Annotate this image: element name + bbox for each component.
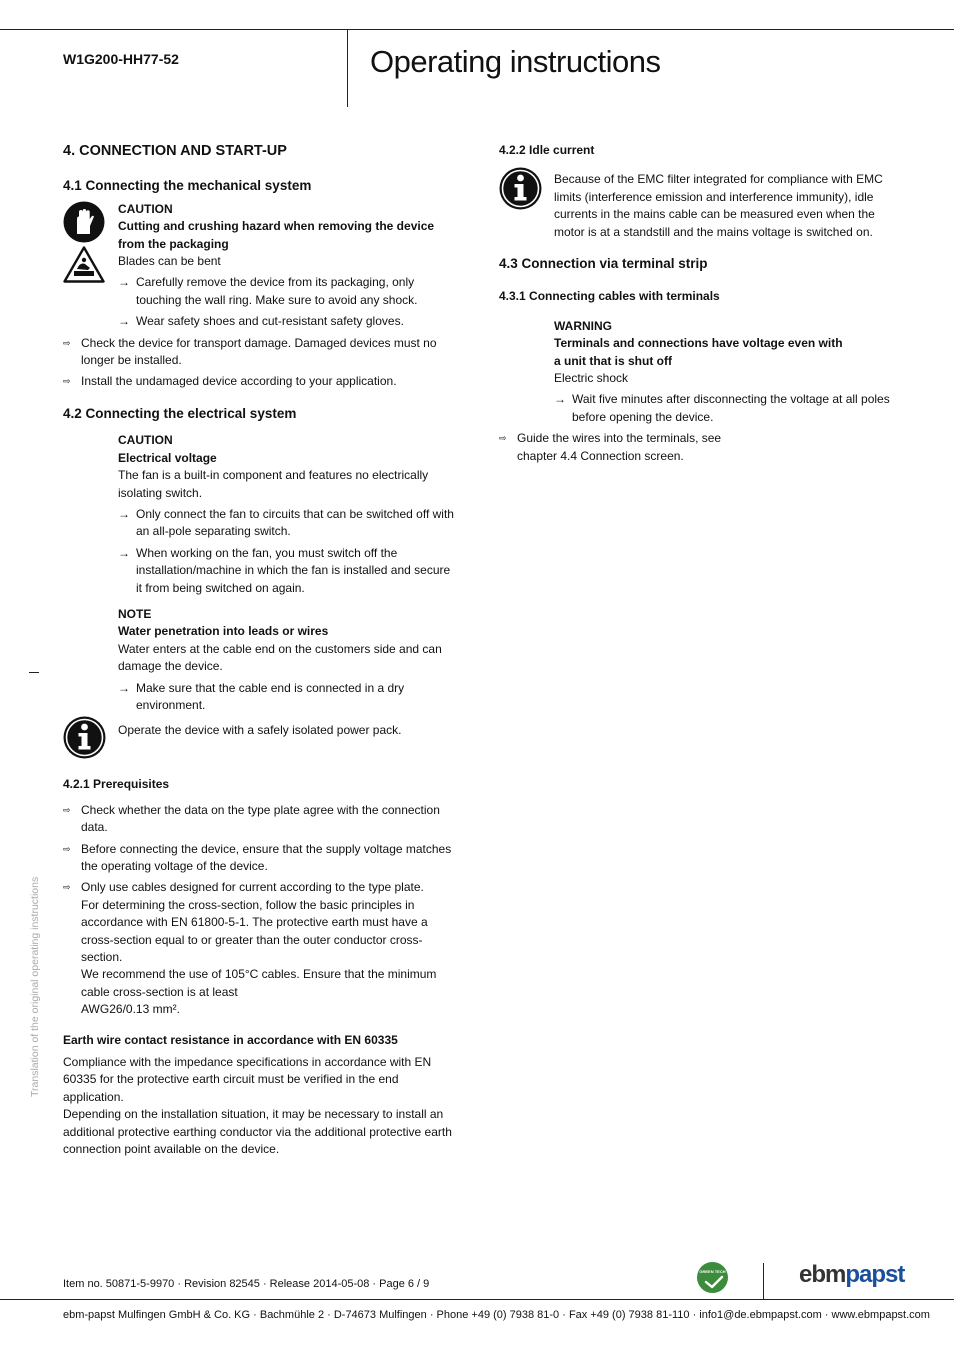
list-item — [63, 373, 458, 390]
list-item-text: Install the undamaged device according to your application. — [81, 374, 397, 389]
idle-current-block — [499, 171, 891, 241]
page-title: Operating instructions — [370, 44, 661, 79]
list-item-text: Guide the wires into the terminals, see — [517, 431, 722, 446]
footer-company-info: ebm-papst Mulfingen GmbH & Co. KG · Bachmühle 2 · D-74673 Mulfingen · Phone +49 (0) 7938 81-0 · Fax +49 (0) 7938 81-110 · info1@de.ebmpapst.com · www.ebmpapst.com — [63, 1309, 930, 1321]
caution-text-electrical: The fan is a built-in component and features no electrically isolating switch. — [118, 468, 429, 500]
right-column — [499, 142, 891, 465]
caution-text-mechanical: Blades can be bent — [118, 254, 221, 269]
instruction-text: When working on the fan, you must switch off the installation/machine in which the fan is installed and secure it from being switched on again. — [136, 545, 451, 595]
instruction-item — [554, 391, 891, 426]
list-item-text: chapter 4.4 Connection screen. — [517, 448, 684, 463]
list-item-text: We recommend the use of 105°C cables. Ensure that the minimum cable cross-section is at least — [81, 967, 437, 999]
header-top-rule — [0, 29, 954, 30]
ebmpapst-logo — [799, 1261, 904, 1289]
arrow-icon: → — [118, 314, 130, 329]
instruction-text: Wear safety shoes and cut-resistant safety gloves. — [136, 314, 404, 329]
list-item — [63, 335, 458, 370]
arrow-icon: → — [554, 392, 566, 407]
caution-block-mechanical — [63, 201, 458, 331]
instruction-item — [118, 274, 458, 309]
earth-wire-text: Compliance with the impedance specifications in accordance with EN 60335 for the protective earth circuit must be verified in the end application. — [63, 1055, 432, 1104]
section-title: 4. CONNECTION AND START-UP — [63, 143, 287, 159]
arrow-icon: → — [118, 545, 130, 560]
note-label: NOTE — [118, 606, 152, 621]
info-block — [63, 722, 458, 766]
logo-part-papst: papst — [845, 1261, 905, 1288]
footer-rule — [0, 1299, 954, 1300]
heading-4-2-2: 4.2.2 Idle current — [499, 143, 595, 157]
list-item-text: Only use cables designed for current according to the type plate. — [81, 880, 424, 895]
arrow-icon: → — [118, 506, 130, 521]
list-item-text: Check whether the data on the type plate agree with the connection data. — [81, 802, 440, 835]
heading-4-2-1: 4.2.1 Prerequisites — [63, 777, 170, 792]
instruction-item — [118, 680, 458, 715]
fold-mark — [29, 672, 39, 673]
warning-label: WARNING — [554, 318, 612, 333]
caution-label-mechanical: CAUTION — [118, 201, 173, 216]
bullet-arrow-icon: ⇨ — [63, 376, 71, 387]
green-tech-badge — [697, 1262, 728, 1293]
caution-heading-electrical: Electrical voltage — [118, 450, 217, 465]
header-divider — [347, 29, 348, 107]
caution-label-electrical: CAUTION — [118, 433, 173, 448]
green-tech-label: GREEN TECH — [699, 1269, 726, 1274]
bullet-arrow-icon: ⇨ — [63, 804, 71, 815]
instruction-text: Carefully remove the device from its packaging, only touching the wall ring. Make sure to avoid any shock. — [136, 275, 418, 307]
footer-logo-divider — [763, 1263, 764, 1300]
bullet-arrow-icon: ⇨ — [63, 882, 71, 893]
list-item — [63, 879, 458, 1018]
warning-block — [499, 318, 891, 426]
earth-wire-heading: Earth wire contact resistance in accordance with EN 60335 — [63, 1032, 398, 1047]
model-number: W1G200-HH77-52 — [63, 51, 179, 67]
caution-heading-mechanical: Cutting and crushing hazard when removing the device from the packaging — [118, 219, 435, 251]
list-item-text: Check the device for transport damage. Damaged devices must no longer be installed. — [81, 335, 437, 368]
warning-heading: Terminals and connections have voltage even with a unit that is shut off — [554, 336, 843, 368]
heading-4-1: 4.1 Connecting the mechanical system — [63, 178, 312, 194]
instruction-text: Only connect the fan to circuits that can be switched off with an all-pole separating switch. — [136, 506, 454, 539]
list-item — [63, 841, 458, 876]
bullet-arrow-icon: ⇨ — [499, 433, 507, 444]
protective-glove-icon — [63, 201, 105, 243]
info-text: Operate the device with a safely isolated power pack. — [118, 723, 402, 738]
logo-part-ebm: ebm — [799, 1261, 846, 1288]
instruction-text: Make sure that the cable end is connected in a dry environment. — [136, 680, 405, 712]
caution-block-electrical — [63, 432, 458, 597]
heading-4-3-1: 4.3.1 Connecting cables with terminals — [499, 289, 720, 304]
crushing-hazard-icon — [63, 246, 105, 283]
idle-current-text: Because of the EMC filter integrated for compliance with EMC limits (interference emission and interference immunity), idle currents in the mains cable can be measured even when the motor is at a standstill and the mains voltage is switched on. — [554, 172, 883, 239]
list-item — [499, 430, 891, 465]
side-note: Translation of the original operating instructions — [29, 876, 41, 1097]
info-icon — [499, 167, 542, 210]
list-item-text: AWG26/0.13 mm². — [81, 1002, 180, 1017]
earth-wire-text: Depending on the installation situation, it may be necessary to install an additional protective earthing conductor via the additional protective earth connection point available on the device. — [63, 1107, 452, 1157]
heading-4-3: 4.3 Connection via terminal strip — [499, 256, 708, 272]
note-text: Water enters at the cable end on the customers side and can damage the device. — [118, 641, 442, 674]
list-item — [63, 802, 458, 837]
list-item-text: For determining the cross-section, follow the basic principles in accordance with EN 61800-5-1. The protective earth must have a cross-section equal to or greater than the outer conductor cross-section. — [81, 897, 428, 965]
instruction-item — [118, 313, 458, 330]
footer-item-info: Item no. 50871-5-9970 · Revision 82545 · Release 2014-05-08 · Page 6 / 9 — [63, 1278, 430, 1290]
list-item-text: Before connecting the device, ensure that the supply voltage matches the operating voltage of the device. — [81, 841, 452, 873]
bullet-arrow-icon: ⇨ — [63, 843, 71, 854]
left-column — [63, 143, 458, 1159]
instruction-item — [118, 545, 458, 597]
instruction-item — [118, 506, 458, 541]
instruction-text: Wait five minutes after disconnecting the voltage at all poles before opening the device. — [572, 392, 890, 424]
arrow-icon: → — [118, 680, 130, 695]
note-heading: Water penetration into leads or wires — [118, 624, 329, 639]
checkmark-icon — [704, 1275, 724, 1289]
info-icon — [63, 716, 106, 759]
arrow-icon: → — [118, 275, 130, 290]
bullet-arrow-icon: ⇨ — [63, 337, 71, 348]
warning-text: Electric shock — [554, 371, 629, 386]
note-block — [63, 606, 458, 714]
heading-4-2: 4.2 Connecting the electrical system — [63, 405, 297, 421]
